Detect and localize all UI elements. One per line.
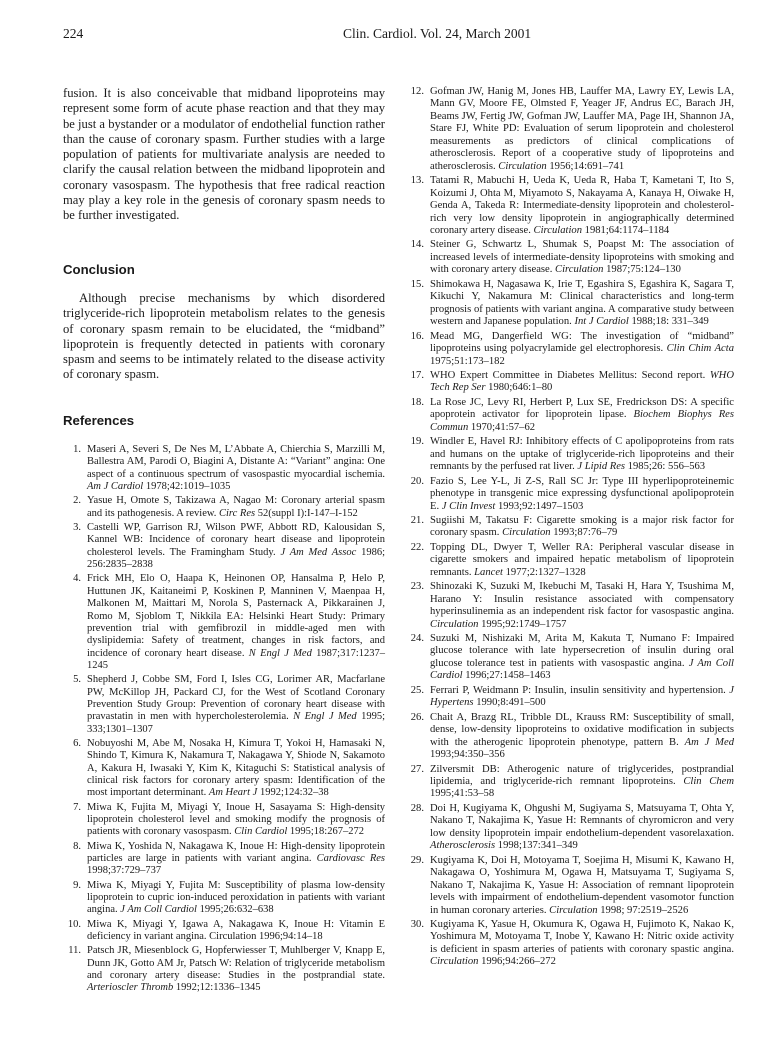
reference-text: Miwa K, Miyagi Y, Fujita M: Susceptibility of plasma low-density lipoprotein to cupric ion-induced peroxidation in patients with variant angina. — [87, 879, 385, 916]
reference-journal: J Clin Invest — [441, 500, 496, 512]
reference-item — [404, 764, 734, 801]
reference-journal: J Am Coll Cardiol — [430, 657, 734, 682]
reference-citation: 1970;41:57–62 — [468, 421, 536, 433]
reference-citation: 1987;75:124–130 — [603, 264, 681, 276]
reference-number: 27. — [410, 763, 424, 775]
reference-journal: Circ Res — [219, 507, 256, 519]
reference-journal: Clin Cardiol — [234, 826, 288, 838]
reference-citation: 1980;646:1–80 — [485, 382, 553, 394]
reference-text: Mead MG, Dangerfield WG: The investigation of “midband” lipoproteins using polyacrylamide gel electrophoresis. — [430, 330, 734, 355]
conclusion-heading: Conclusion — [63, 261, 135, 277]
reference-text: Doi H, Kugiyama K, Ohgushi M, Sugiyama S, Matsuyama T, Ohta Y, Nakano T, Nakajima K, Yasue H: Remnants of chyromicron and very low density lipoprotein impair endothelium-dependent vasorelaxation. — [430, 802, 734, 839]
reference-citation: 1986; 256:2835–2838 — [87, 546, 385, 571]
page-number: 224 — [63, 26, 84, 41]
reference-item — [404, 476, 734, 513]
reference-item — [404, 542, 734, 579]
reference-journal: Am Heart J — [208, 787, 258, 799]
reference-number: 7. — [73, 801, 81, 813]
reference-citation: 1995;18:267–272 — [287, 826, 364, 838]
reference-text: La Rose JC, Levy RI, Herbert P, Lux SE, Fredrickson DS: A specific apoprotein activator for lipoprotein lipase. — [430, 396, 734, 421]
reference-journal: Circulation — [549, 904, 598, 916]
reference-item — [404, 370, 734, 395]
reference-text: Yasue H, Omote S, Takizawa A, Nagao M: Coronary arterial spasm and its pathogenesis. A review. — [87, 495, 385, 519]
reference-citation: 1993;92:1497–1503 — [495, 500, 584, 512]
reference-item — [63, 919, 385, 944]
reference-number: 11. — [68, 945, 81, 957]
reference-text: Miwa K, Fujita M, Miyagi Y, Inoue H, Sasayama S: High-density lipoprotein cholesterol level and smoking modify the prognosis of patients with coronary vasospasm. — [87, 801, 385, 838]
reference-text: Steiner G, Schwartz L, Shumak S, Poapst M: The association of increased levels of intermediate-density lipoproteins with smoking and with coronary artery disease. — [430, 239, 734, 276]
reference-journal: Circulation — [498, 160, 547, 172]
reference-journal: Atherosclerosis — [430, 840, 496, 852]
reference-journal: Clin Chim Acta — [666, 343, 734, 355]
reference-citation: 1995;41:53–58 — [430, 788, 495, 800]
reference-list-left — [63, 444, 385, 995]
reference-item — [404, 397, 734, 434]
reference-number: 12. — [410, 86, 424, 97]
reference-number: 13. — [410, 175, 424, 187]
reference-item — [63, 841, 385, 878]
reference-journal: Lancet — [474, 566, 503, 578]
reference-citation: 1996;27:1458–1463 — [462, 670, 551, 682]
reference-item — [63, 522, 385, 571]
reference-citation: 1995;92:1749–1757 — [478, 618, 567, 630]
reference-citation: 1998;137:341–349 — [495, 840, 578, 852]
reference-text: Castelli WP, Garrison RJ, Wilson PWF, Abbott RD, Kalousidan S, Kannel WB: Incidence of coronary heart disease and lipoprotein cholesterol levels. The Framingham Study. — [87, 522, 385, 558]
reference-text: WHO Expert Committee in Diabetes Mellitus: Second report. — [430, 369, 710, 381]
reference-number: 25. — [410, 684, 424, 696]
reference-citation: 1956;14:691–741 — [546, 160, 625, 172]
reference-number: 30. — [410, 919, 424, 930]
reference-number: 14. — [410, 239, 424, 251]
reference-item — [404, 279, 734, 329]
reference-text: Chait A, Brazg RL, Tribble DL, Krauss RM: Susceptibility of small, dense, low-density lipoproteins to oxidative modification in subjects with the atherogenic lipoprotein phenotype, pattern B. — [430, 711, 734, 748]
reference-citation: 1996;94:266–272 — [478, 956, 556, 968]
reference-item — [404, 436, 734, 473]
reference-item — [404, 239, 734, 276]
reference-citation: 1975;51:173–182 — [430, 355, 505, 367]
reference-number: 4. — [73, 573, 81, 585]
reference-text: Fazio S, Lee Y-L, Ji Z-S, Rall SC Jr: Type III hyperlipoproteinemic phenotype in transgenic mice expressing dysfunctional apolipoprotein E. — [430, 475, 734, 512]
reference-journal: Circulation — [533, 224, 583, 236]
right-column — [404, 86, 734, 971]
reference-journal: Am J Cardiol — [87, 481, 144, 493]
reference-number: 3. — [73, 522, 81, 534]
reference-item — [404, 919, 734, 969]
reference-number: 20. — [410, 475, 424, 487]
reference-item — [404, 855, 734, 917]
reference-item — [404, 175, 734, 237]
reference-journal: J Am Coll Cardiol — [120, 904, 197, 916]
reference-item — [404, 86, 734, 173]
reference-number: 6. — [73, 737, 81, 749]
reference-text: Maseri A, Severi S, De Nes M, L’Abbate A, Chierchia S, Marzilli M, Ballestra AM, Parodi O, Biagini A, Distante A: “Variant” angina: One aspect of a continuous spectrum of vasospastic myocardial ischemia. — [87, 444, 385, 480]
reference-text: Shepherd J, Cobbe SM, Ford I, Isles CG, Lorimer AR, Macfarlane PW, McKillop JH, Packard CJ, for the West of Scotland Coronary Prevention Study Group: Prevention of coronary heart disease with pravastatin in men with hypercholesterolemia. — [87, 674, 385, 723]
reference-citation: 1998;37:729–737 — [87, 865, 162, 877]
reference-number: 1. — [73, 444, 81, 456]
reference-journal: Cardiovasc Res — [316, 853, 386, 865]
reference-number: 2. — [73, 495, 81, 507]
reference-text: Kugiyama K, Doi H, Motoyama T, Soejima H, Misumi K, Kawano H, Nakagawa O, Yoshimura M, Ogawa H, Matsuyama T, Sugiyama S, Nakano T, Nakajima K, Yasue H: Association of remnant lipoprotein levels with impairment of endothelium-dependent vasomotor function in human coronary arteries. — [430, 854, 734, 916]
reference-number: 15. — [410, 278, 424, 290]
reference-journal: Biochem Biophys Res Commun — [430, 409, 734, 433]
reference-text: Tatami R, Mabuchi H, Ueda K, Ueda R, Haba T, Kametani T, Ito S, Koizumi J, Ohta M, Miyamoto S, Nakayama A, Kanaya H, Oiwake H, Genda A, Takeda R: Intermediate-density lipoprotein and cholesterol-rich very low density lipoprotein in angiographically determined coronary artery disease. — [430, 175, 734, 236]
reference-item — [404, 331, 734, 368]
reference-journal: WHO Tech Rep Ser — [430, 369, 734, 394]
reference-text: Suzuki M, Nishizaki M, Arita M, Kakuta T, Numano F: Impaired glucose tolerance with late hypersecretion of insulin during oral glucose tolerance test in patients with vasospastic angina. — [430, 633, 734, 669]
reference-number: 9. — [73, 879, 81, 891]
reference-text: Miwa K, Miyagi Y, Igawa A, Nakagawa K, Inoue H: Vitamin E deficiency in variant angina. Circulation 1996;94:14–18 — [87, 918, 385, 943]
running-header: Clin. Cardiol. Vol. 24, March 2001 — [343, 26, 532, 41]
reference-item — [63, 880, 385, 917]
reference-number: 23. — [410, 581, 424, 593]
reference-citation: 1985;26: 556–563 — [625, 461, 706, 473]
reference-number: 10. — [67, 918, 81, 930]
reference-text: Patsch JR, Miesenblock G, Hopferwiesser T, Muhlberger V, Knapp E, Dunn JK, Gotto AM Jr, Patsch W: Relation of triglyceride metabolism and coronary artery disease: Studies in the postprandial state. — [87, 945, 385, 982]
reference-number: 24. — [410, 633, 424, 645]
reference-number: 22. — [410, 541, 424, 553]
reference-number: 29. — [410, 854, 424, 866]
reference-text: Shinozaki K, Suzuki M, Ikebuchi M, Tasaki H, Hara Y, Tsushima M, Harano Y: Insulin resistance associated with compensatory hyperinsulinemia as an independent risk factor for vasospastic angina. — [430, 581, 734, 618]
reference-number: 19. — [410, 436, 424, 448]
reference-item — [63, 802, 385, 839]
reference-citation: 1987;317:1237–1245 — [87, 647, 386, 671]
reference-item — [63, 573, 385, 672]
reference-number: 5. — [73, 674, 81, 686]
reference-text: Zilversmit DB: Atherogenic nature of triglycerides, postprandial lipidemia, and triglyceride-rich remnant lipoproteins. — [430, 763, 734, 788]
reference-item — [404, 633, 734, 683]
reference-citation: 1995; 333;1301–1307 — [87, 711, 385, 735]
reference-text: Windler E, Havel RJ: Inhibitory effects of C apolipoproteins from rats and humans on the uptake of triglyceride-rich lipoproteins and their remnants by the perfused rat liver. — [430, 436, 734, 473]
reference-text: Gofman JW, Hanig M, Jones HB, Lauffer MA, Lawry EY, Lewis LA, Mann GV, Moore FE, Olmsted F, Yeager JF, Andrus EC, Barach JH, Beams JW, Fertig JW, Gofman JW, Lauffer MA, Page IH, Shannon JA, Stare FJ, White PD: Evaluation of serum lipoprotein and cholesterol measurements as predictors of clinical complications of atherosclerosis. Report of a cooperative study of lipoproteins and atherosclerosis. — [430, 86, 734, 172]
reference-journal: Circulation — [502, 527, 551, 539]
reference-number: 16. — [410, 330, 424, 342]
reference-text: Shimokawa H, Nagasawa K, Irie T, Egashira S, Egashira K, Sagara T, Kikuchi Y, Nakamura M: Clinical characteristics and long-term prognosis of patients with variant angina. A comparative study between western and Japanese population. — [430, 278, 734, 328]
reference-item — [404, 515, 734, 540]
reference-citation: 1977;2:1327–1328 — [502, 566, 586, 578]
reference-text: Topping DL, Dwyer T, Weller RA: Peripheral vascular disease in cigarette smokers and impaired hepatic metabolism of lipoprotein remnants. — [430, 541, 734, 578]
reference-text: Sugiishi M, Takatsu F: Cigarette smoking is a major risk factor for coronary spasm. — [430, 514, 734, 539]
reference-citation: 1992;124:32–38 — [257, 787, 329, 799]
reference-citation: 1995;26:632–638 — [196, 904, 274, 916]
reference-journal: Int J Cardiol — [574, 316, 629, 328]
reference-item — [404, 685, 734, 710]
reference-journal: J Hypertens — [430, 684, 734, 709]
conclusion-paragraph: Although precise mechanisms by which disordered triglyceride-rich lipoprotein metabolism relates to the genesis of coronary spasm remain to be elucidated, the “midband” lipoprotein is frequently detected in patients with coronary spasm and seems to be intimately related to the disease activity of coronary spasm. — [63, 290, 385, 382]
reference-journal: Clin Chem — [683, 776, 734, 788]
reference-item — [63, 444, 385, 493]
reference-citation: 1990;8:491–500 — [473, 697, 546, 709]
reference-number: 21. — [410, 514, 424, 526]
reference-citation: 52(suppl I):I-147–I-152 — [255, 507, 358, 519]
reference-item — [404, 712, 734, 762]
reference-item — [63, 495, 385, 520]
reference-journal: Arterioscler Thromb — [87, 982, 174, 994]
reference-journal: Circulation — [555, 264, 604, 276]
reference-item — [63, 738, 385, 800]
reference-number: 8. — [73, 840, 81, 852]
left-column — [63, 86, 385, 997]
reference-number: 18. — [410, 396, 424, 408]
reference-text: Nobuyoshi M, Abe M, Nosaka H, Kimura T, Yokoi H, Hamasaki N, Shindo T, Kimura K, Nakamura T, Nakagawa Y, Shiode N, Sakamoto A, Kakura H, Iwasaki Y, Kim K, Kitaguchi S: Statistical analysis of clinical risk factors for coronary artery spasm: Identification of the most important determinant. — [87, 737, 385, 799]
reference-journal: J Am Med Assoc — [280, 546, 357, 558]
reference-item — [63, 674, 385, 736]
reference-item — [404, 803, 734, 853]
reference-number: 28. — [410, 802, 424, 814]
reference-text: Kugiyama K, Yasue H, Okumura K, Ogawa H, Fujimoto K, Nakao K, Yoshimura M, Motoyama T, Inobe Y, Kawano H: Nitric oxide activity is deficient in spasm arteries of patients with coronary spastic angina. — [430, 919, 734, 955]
reference-citation: 1993;94:350–356 — [430, 749, 505, 761]
page-header — [63, 26, 734, 48]
reference-text: Miwa K, Yoshida N, Nakagawa K, Inoue H: High-density lipoprotein particles are large in patients with variant angina. — [87, 840, 385, 865]
references-heading: References — [63, 412, 135, 428]
reference-text: Ferrari P, Weidmann P: Insulin, insulin sensitivity and hypertension. — [430, 684, 730, 696]
reference-journal: Circulation — [430, 956, 479, 968]
reference-citation: 1988;18: 331–349 — [628, 316, 709, 328]
reference-item — [404, 581, 734, 631]
reference-citation: 1998; 97:2519–2526 — [597, 904, 689, 916]
reference-item — [63, 945, 385, 994]
reference-text: Frick MH, Elo O, Haapa K, Heinonen OP, Hansalma P, Helo P, Huttunen JK, Kaitaneimi P, Koskinen P, Manninen V, Maenpaa H, Malkonen M, Maittari M, Norola S, Pasternack A, Pikkarainen J, Romo M, Sjoblom T, Nikkila EA: Helsinki Heart Study: Primary prevention trial with gemfibrozil in middle-aged men with dyslipidemia: Safety of treatment, changes in risk factors, and incidence of coronary heart disease. — [87, 573, 385, 659]
reference-number: 17. — [410, 369, 424, 381]
reference-journal: J Lipid Res — [577, 461, 626, 473]
reference-citation: 1978;42:1019–1035 — [143, 481, 231, 493]
reference-journal: Am J Med — [684, 736, 734, 748]
reference-journal: N Engl J Med — [293, 711, 357, 723]
reference-list-right — [404, 86, 734, 969]
discussion-paragraph: fusion. It is also conceivable that midband lipoproteins may represent some form of acute phase reaction and that they may be just a bystander or a modulator of endothelial function rather than the cause of coronary spasm. Further studies with a large population of patients for multivariate analysis are needed to clarify the causal relation between the midband lipoprotein and coronary vasospasm. The hypothesis that free radical reaction may play a key role in the genesis of coronary spasm needs to be further investigated. — [63, 86, 385, 223]
reference-number: 26. — [410, 711, 424, 723]
reference-citation: 1992;12:1336–1345 — [173, 982, 261, 994]
reference-journal: Circulation — [430, 618, 479, 630]
reference-citation: 1981;64:1174–1184 — [582, 224, 670, 236]
reference-journal: N Engl J Med — [248, 647, 312, 659]
reference-citation: 1993;87:76–79 — [550, 527, 618, 539]
